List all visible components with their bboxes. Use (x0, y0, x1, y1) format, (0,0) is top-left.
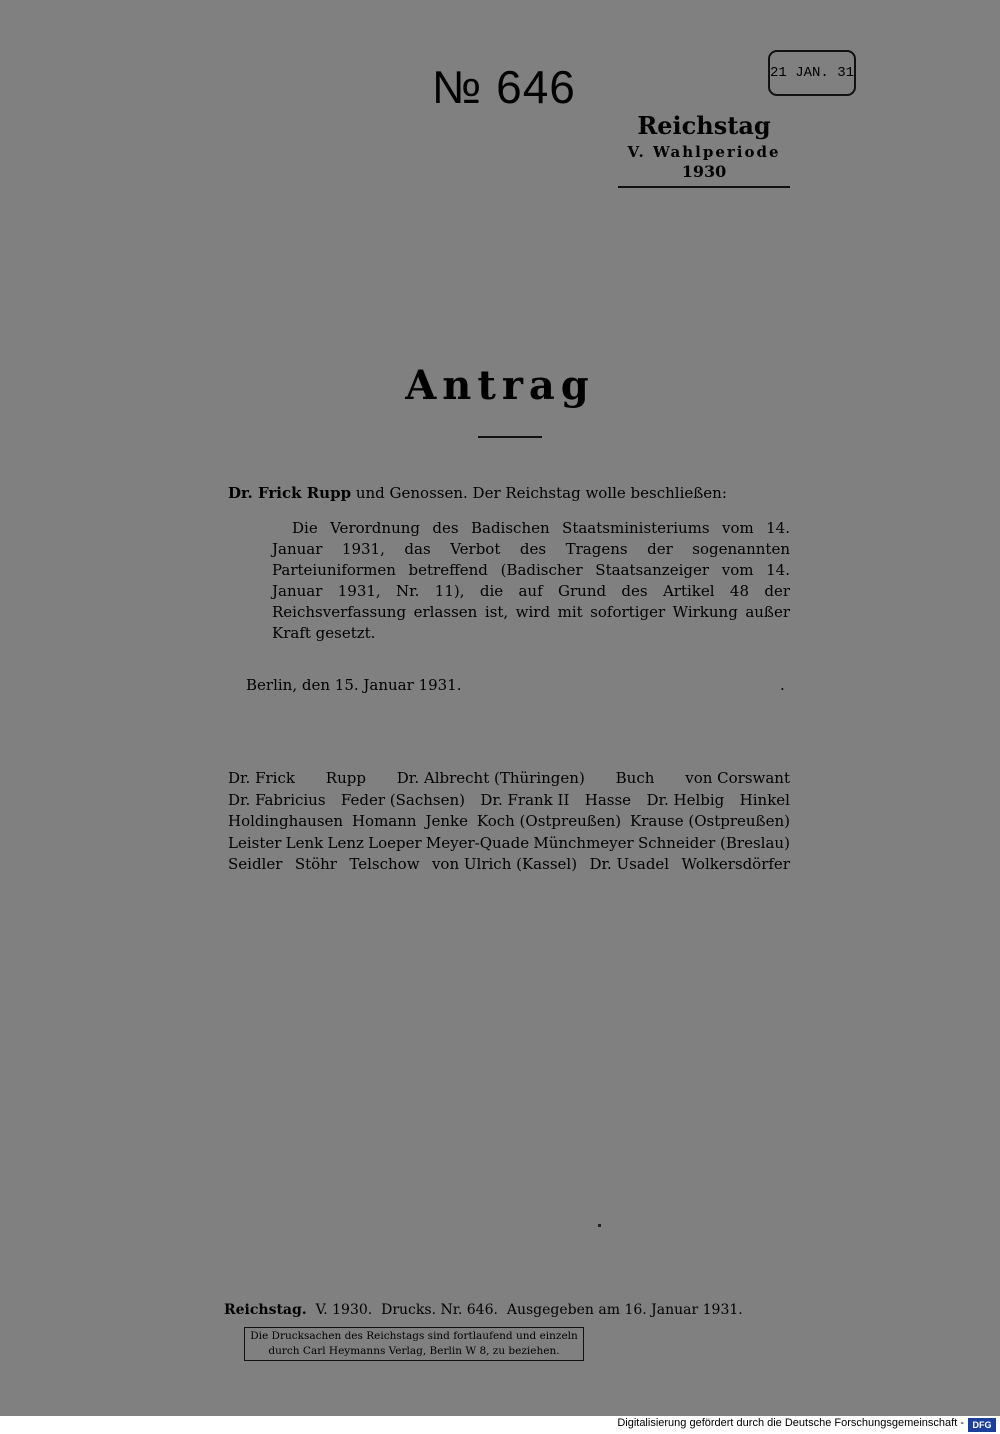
signatory-name: Krause (Ostpreußen) (630, 812, 790, 830)
signatory-name: Homann (351, 812, 417, 830)
signatory-name: Koch (Ostpreußen) (476, 812, 622, 830)
signatory-line (228, 811, 790, 833)
signatory-name: von Corswant (685, 769, 790, 787)
distribution-notice (244, 1327, 584, 1361)
motion-text: Die Verordnung des Badischen Staatsministeriums vom 14. Januar 1931, das Verbot des Tragens der sogenannten Parteiuniformen betreffend (Badischer Staatsanzeiger vom 14. Januar 1931, Nr. 11), die auf Grund des Artikel 48 der Reichsverfassung erlassen ist, wird mit sofortiger Wirkung außer Kraft gesetzt. (272, 519, 790, 642)
document-heading: Antrag (405, 362, 595, 409)
footer-bar (0, 1416, 1000, 1434)
signatory-name: von Ulrich (Kassel) (431, 855, 578, 873)
imprint-issued: Ausgegeben am 16. Januar 1931. (506, 1302, 743, 1318)
masthead (618, 110, 790, 188)
stray-mark (598, 1224, 601, 1227)
signatory-name: Hinkel (739, 790, 790, 809)
signatory-name: Feder (Sachsen) (340, 790, 466, 809)
notice-line-2: durch Carl Heymanns Verlag, Berlin W 8, zu beziehen. (268, 1345, 560, 1357)
signatory-name: Lenz (327, 833, 364, 852)
movers-line (228, 484, 788, 502)
place-date: Berlin, den 15. Januar 1931. (246, 676, 462, 694)
signatory-line (228, 768, 790, 790)
signatory-line (228, 854, 790, 876)
masthead-rule (618, 186, 790, 188)
signatory-line (228, 790, 790, 812)
motion-text-block (272, 518, 790, 644)
masthead-year: 1930 (681, 162, 727, 181)
signatory-name: Seidler (228, 855, 283, 873)
funding-credit: Digitalisierung gefördert durch die Deutsche Forschungsgemeinschaft - (617, 1417, 964, 1429)
signatory-name: Dr. Albrecht (Thüringen) (396, 769, 585, 787)
signatory-name: Loeper (368, 833, 422, 852)
heading-divider (478, 436, 542, 438)
signatory-name: Rupp (325, 769, 366, 787)
signatory-name: Lenk (285, 833, 324, 852)
movers-resolution-intro: und Genossen. Der Reichstag wolle beschließen: (351, 484, 727, 502)
signatory-name: Stöhr (294, 855, 337, 873)
imprint-period: V. 1930. (315, 1302, 373, 1318)
signatory-name: Buch (615, 769, 655, 787)
signatory-name: Hasse (584, 790, 632, 809)
signatory-name: Dr. Usadel (589, 855, 670, 873)
signatory-name: Jenke (425, 812, 468, 830)
stray-dot: . (780, 676, 785, 694)
signatory-name: Dr. Fabricius (228, 790, 326, 809)
signatory-name: Münchmeyer (533, 833, 634, 852)
masthead-title: Reichstag (637, 111, 771, 140)
signatory-name: Schneider (Breslau) (637, 833, 790, 852)
dfg-logo-icon: DFG (968, 1418, 996, 1432)
document-number: № 646 (432, 61, 576, 113)
signatory-name: Meyer-Quade (425, 833, 530, 852)
signatory-name: Dr. Helbig (646, 790, 725, 809)
date-stamp: 21 JAN. 31 (768, 50, 856, 96)
notice-line-1: Die Drucksachen des Reichstags sind fortlaufend und einzeln (250, 1330, 578, 1342)
imprint-line (224, 1302, 743, 1318)
signatory-name: Wolkersdörfer (681, 855, 790, 873)
signatory-name: Dr. Frank II (480, 790, 570, 809)
imprint-druck: Drucks. Nr. 646. (381, 1302, 498, 1318)
signatories-list (228, 768, 790, 876)
signatory-name: Dr. Frick (228, 769, 295, 787)
imprint-prefix: Reichstag. (224, 1302, 307, 1318)
masthead-period: V. Wahlperiode (627, 143, 781, 161)
signatory-name: Telschow (349, 855, 420, 873)
movers-names: Dr. Frick Rupp (228, 484, 352, 502)
signatory-line (228, 833, 790, 855)
signatory-name: Holdinghausen (228, 812, 344, 830)
signatory-name: Leister (228, 833, 282, 852)
